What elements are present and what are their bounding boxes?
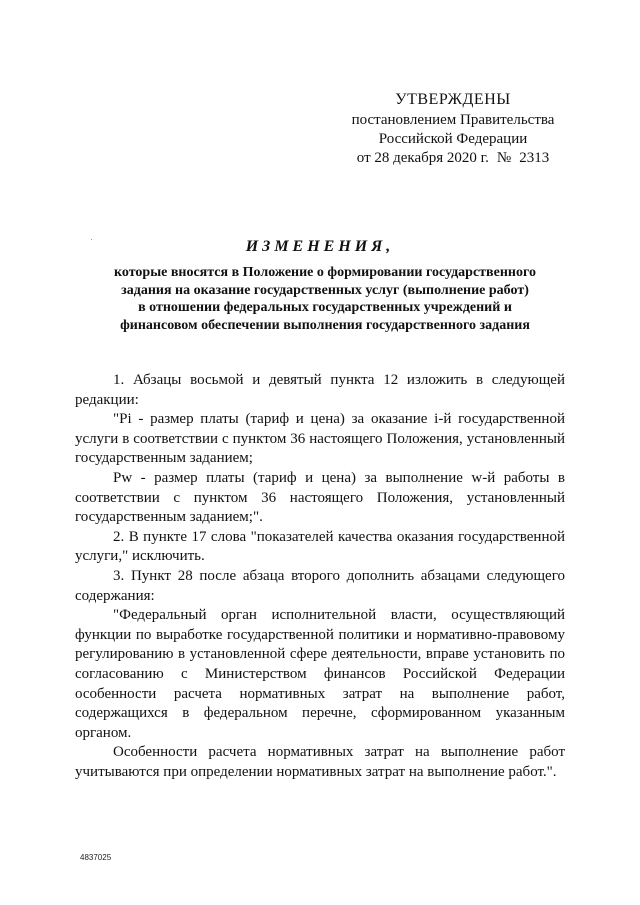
approval-line-2: Российской Федерации xyxy=(378,131,528,147)
document-body xyxy=(75,371,565,782)
subtitle-line: задания на оказание государственных услуг (выполнение работ) xyxy=(121,282,529,298)
subtitle-line: в отношении федеральных государственных учреждений и xyxy=(138,300,512,315)
subtitle-line: которые вносятся в Положение о формировании государственного xyxy=(114,265,536,280)
approval-number-sign: № xyxy=(496,150,512,166)
document-title: ИЗМЕНЕНИЯ, xyxy=(245,238,395,255)
approval-date-line xyxy=(338,149,568,168)
paragraph-item-3: 3. Пункт 28 после абзаца второго дополнить абзацами следующего содержания: xyxy=(75,567,565,604)
paragraph-pw-definition: Pw - размер платы (тариф и цена) за выполнение w-й работы в соответствии с пунктом 36 настоящего Положения, установленный государственным заданием;". xyxy=(75,469,565,526)
approval-heading: УТВЕРЖДЕНЫ xyxy=(395,91,511,108)
paragraph-features: Особенности расчета нормативных затрат на выполнение работ учитываются при определении нормативных затрат на выполнение работ.". xyxy=(75,744,565,780)
paragraph-pi-definition: "Pi - размер платы (тариф и цена) за оказание i-й государственной услуги в соответствии с пунктом 36 настоящего Положения, установленный государственным заданием; xyxy=(75,411,565,467)
paragraph-item-1: 1. Абзацы восьмой и девятый пункта 12 изложить в следующей редакции: xyxy=(75,372,565,408)
subtitle-line: финансовом обеспечении выполнения государственного задания xyxy=(120,317,530,333)
approval-block xyxy=(338,90,568,168)
approval-number: 2313 xyxy=(519,150,550,166)
footer-document-code: 4837025 xyxy=(80,853,112,862)
paragraph-federal-body: "Федеральный орган исполнительной власти, осуществляющий функции по выработке государственной политики и нормативно-правовому регулированию в установленной сфере деятельности, вправе установить по согласованию с Министерством финансов Российской Федерации особенности расчета нормативных затрат на выполнение работ, содержащихся в федеральном перечне, сформированном указанным органом. xyxy=(75,607,565,741)
paragraph-item-2: 2. В пункте 17 слова "показателей качества оказания государственной услуги," исключить. xyxy=(75,528,565,565)
document-subtitle xyxy=(60,264,590,334)
approval-line-1: постановлением Правительства xyxy=(351,112,555,128)
approval-date: от 28 декабря 2020 г. xyxy=(356,150,489,166)
